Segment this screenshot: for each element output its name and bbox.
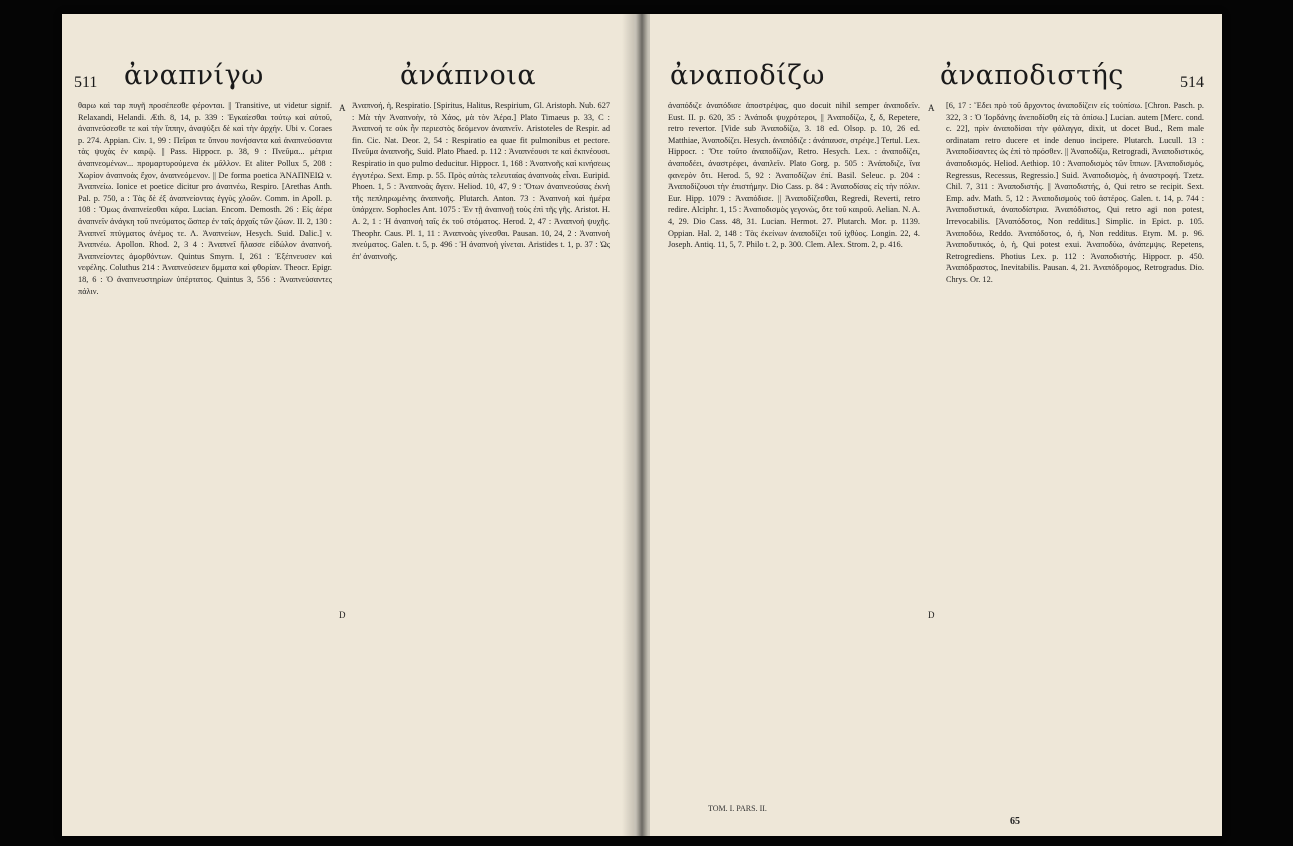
right-column-1-text: ἀναπόδιζε ἀναπόδισε ἀποστρέψας, quo docuit nihil semper ἀναποδεῖν. Eust. II. p. 620, 35 : Ἀνάποδι ψυχρότεροι, || Ἀναποδίζω, ξ, δ, Repetere, retro revertor. [Vide sub Ἀναποδίζω, 3. 18 ed. Olsop. p. 10, 26 ed. Matthiae, Ἀναποδίζει. Hesych. ἀναπόδιζε : ἀνάπαυσε, στρέψε.] Tertul. Lex. Hippocr. : Ὅτε τοῦτο ἀναποδίζων, Retro. Hesych. Lex. : ἀναποδίζει, ἀναποδέει, ἀναστρέφει, ἀναπλεῖν. Plato Gorg. p. 505 : Ἀνάποδιζε, ἵνα φανερὸν ὅτι. Herod. 5, 92 : Ἀναποδίζων ἐπί. Basil. Seleuc. p. 204 : Ἀναποδίζουσι τὴν ἐπιστήμην. Dio Cass. p. 84 : Ἀναποδίσας εἰς τὴν πόλιν. Eur. Hipp. 1079 : Ἀναπόδισε. || Ἀναποδίζεσθαι, Regredi, Reverti, retro redire. Alciphr. 1, 15 : Ἀναποδισμὸς γεγονώς, ὅτε τοῦ καιροῦ. Aelian. N. A. 4, 29. Dio Cass. 48, 31. Lucian. Hermot. 27. Plutarch. Mor. p. 1139. Oppian. Hal. 2, 148 : Τὰς ἐκείνων ἀναποδίζει τοῦ ἰχθύος. Longin. 22, 4. Joseph. Antiq. 11, 5, 7. Philo t. 2, p. 300. Clem. Alex. Strom. 2, p. 416. (668, 101, 920, 250)
book-spread (62, 14, 1222, 836)
right-headword-right: ἀναποδιστής (940, 60, 1124, 91)
left-col-letter-a: A (339, 103, 346, 113)
signature-line: TOM. I. PARS. II. (708, 804, 767, 813)
right-column-2-text: [6, 17 : Ἔδει πρὸ τοῦ ἄρχοντος ἀναποδίζειν εἰς τοὐπίσω. [Chron. Pasch. p. 322, 3 : Ὁ Ἰορδάνης ἀνεποδίσθη εἰς τὰ ὀπίσω.] Lucian. autem [Merc. cond. c. 22], πρὶν ἀναποδίσαι τὴν φάλαγγα, dixit, ut docet Bud., Rem male ordinatam retro ducere et inde denuo incipere. Plutarch. Lucull. 13 : Ἀναποδίσαντες ὡς ἐπί τὸ πρόσθεν. || Ἀναποδίζω, Retrogradi, Ἀναποδιστικός, ἀναποδισμός. Heliod. Aethiop. 10 : Ἀναποδισμὸς τῶν ἵππων. [Ἀναποδισμός, Regressus, Recessus, Regressio.] Suid. Ἀναποδισμὸς, ἡ ἀναστροφή. Tzetz. Chil. 7, 311 : Ἀναποδιστὴς. || Ἀναποδιστής, ὁ, Qui retro se recipit. Sext. Emp. adv. Math. 5, 12 : Ἀναποδισμοὺς τοῦ ἀστέρος. Galen. t. 14, p. 744 : Ἀναποδιστικά, ἀναποδίστρια. Ἀναπόδιστος, Qui retro agi non potest, Irrevocabilis. [Ἀναπόδοτος, Non redditus.] Simplic. in Epict. p. 105. Ἀναποδόω, Reddo. Ἀναπόδοτος, ὁ, ἡ, Non redditus. Etym. M. p. 96. Ἀναποδυτικός, ὁ, ἡ, Qui potest exui. Ἀναποδύω, ἀνάπεμψις. Repetens, Retrogrediens. Photius Lex. p. 112 : Ἀναποδιστής. Hippocr. p. 450. Ἀναπόδραστος, Inevitabilis. Pausan. 4, 21. Ἀναπόδρομος, Retrogradus. Dio. Chrys. Or. 12. (946, 101, 1204, 284)
left-headword-left: ἀναπνίγω (124, 60, 264, 91)
left-page (62, 14, 634, 836)
right-col-letter-d: D (928, 610, 935, 620)
left-column-2-text: Ἀναπνοή, ἡ, Respiratio. [Spiritus, Halitus, Respirium, Gl. Aristoph. Nub. 627 : Μὰ τὴν Ἀναπνοὴν, τὸ Χάος, μὰ τὸν Ἀέρα.] Plato Timaeus p. 33, C : Ἀναπνοὴ τε οὐκ ἦν περιεστὸς δεόμενον ἀναπνεῖν. Aristoteles de Respir. ad fin. Cic. Nat. Deor. 2, 54 : Respiratio ea quae fit pulmonibus et pectore. Πνεῦμα ἀναπνοῆς, Suid. Plato Phaed. p. 112 : Ἀναπνέουσι τε καὶ ἐκπνέουσι. Respiratio in quo pulmo deducitur. Hippocr. 1, 168 : Ἀναπνοῆς καὶ κινήσεως ἐγγυτέρω. Sext. Emp. p. 55. Πρὸς αὐτὰς τελευταίας ἀναπνοὰς εἶναι. Euripid. Phoen. 1, 5 : Ἀναπνοὰς ἄγειν. Heliod. 10, 47, 9 : Ὅτων ἀναπνεούσας ἐκνὴ τῆς πεπληρωμένης ἀναπνοῆς. Plutarch. Anton. 73 : Ἀναπνοὴ καὶ ἡμέρα ὑπάρχειν. Sophocles Ant. 1075 : Ἐν τῇ ἀναπνοῇ τοὺς ἐπὶ τῆς γῆς. Aristot. H. A. 2, 1 : Ἡ ἀναπνοὴ ταῖς ἐκ τοῦ στόματος. Herod. 2, 47 : Ἀναπνοὴ ψυχῆς. Theophr. Caus. Pl. 1, 11 : Ἀναπνοὰς γίνεσθαι. Pausan. 10, 24, 2 : Ἀναπνοὴ πνεύματος. Galen. t. 5, p. 496 : Ἡ ἀναπνοὴ γίνεται. Aristides t. 1, p. 37 : Ὡς ἐπ' ἀναπνοῆς. (352, 101, 610, 261)
right-page-number: 514 (1180, 74, 1204, 91)
right-col-letter-a: A (928, 103, 935, 113)
right-page (650, 14, 1222, 836)
right-column-2 (946, 100, 1204, 800)
left-col-letter-d: D (339, 610, 346, 620)
left-headword-right: ἀνάπνοια (400, 60, 537, 91)
left-column-2 (352, 100, 610, 800)
right-running-head (650, 52, 1222, 92)
right-column-1 (668, 100, 920, 800)
left-running-head (62, 52, 634, 92)
left-column-1-text: θαρω καὶ ταρ πυγῆ προσέπεσθε φέρονται. || Transitive, ut videtur signif. Relaxandi, Helandi. Æth. 8, 14, p. 339 : Ἐγκαίεσθαι τούτῳ καὶ αὐτοῦ, ἀναπνεύσεσθε τε καὶ τὴν ἵππην, ἀναψύξει δὲ καὶ τὴν ἀρχήν. Ubi v. Coraes p. 274. Appian. Civ. 1, 99 : Πεῖραι τε ὕπνου πονήσαντα καὶ ἀναπνεύσαντα τὰς ψυχὰς ἐν καιρῷ. || Pass. Hippocr. p. 38, 9 : Πνεῦμα... μέτρια ἀναπνεομένων... προμαρτυρούμενα ἐκ μᾶλλον. Et aliter Pollux 5, 208 : Χωρὶον ἀναπνοὰς ἔχον, ἀναπνεόμενον. || De forma poetica ἈΝΑΠΝΕΙΩ v. Ἀναπνείω. Ionice et poetice dicitur pro ἀναπνέω, Respiro. [Arethas Anth. Pal. p. 750, a : Τὰς δὲ ἐξ ἀναπνείοντας ἐγγὺς χλοῶν. Comm. in Apoll. p. 108 : Ὅμως ἀναπνείεσθαι κάρα. Lucian. Encom. Demosth. 26 : Εἰς ἀέρα ἀναπνεῖν ἀνάγκη τοῦ πνεύματος ὥσπερ ἐν ταῖς ἀρχαῖς τῶν ζώων. II. 2, 130 : Ἀναπνεῖ πτύγματος ἀνέμος τε. Λ. Ἀναπνείων, Hesych. Suid. Dalic.] v. Ἀναπνέω. Apollon. Rhod. 2, 3 4 : Ἀναπνεῖ ἤλασσε εἰδώλον ἀναπνοή. Ἀναπνείοντες ἀμορθόντων. Quintus Smyrn. I, 261 : Ἐξέπνευσεν καὶ νεφέλης. Coluthus 214 : Ἀναπνεύσειεν ὄμματα καὶ φθορίαν. Theocr. Epigr. 18, 6 : Ὁ ἀναπνευστηρίων ὑπέρτατος. Quintus 3, 556 : Ἀναπνεύσαντες πάλιν. (78, 101, 332, 296)
left-column-1 (78, 100, 332, 800)
folio-number: 65 (1010, 816, 1020, 827)
left-page-number: 511 (74, 74, 98, 91)
right-headword-left: ἀναποδίζω (670, 60, 825, 91)
